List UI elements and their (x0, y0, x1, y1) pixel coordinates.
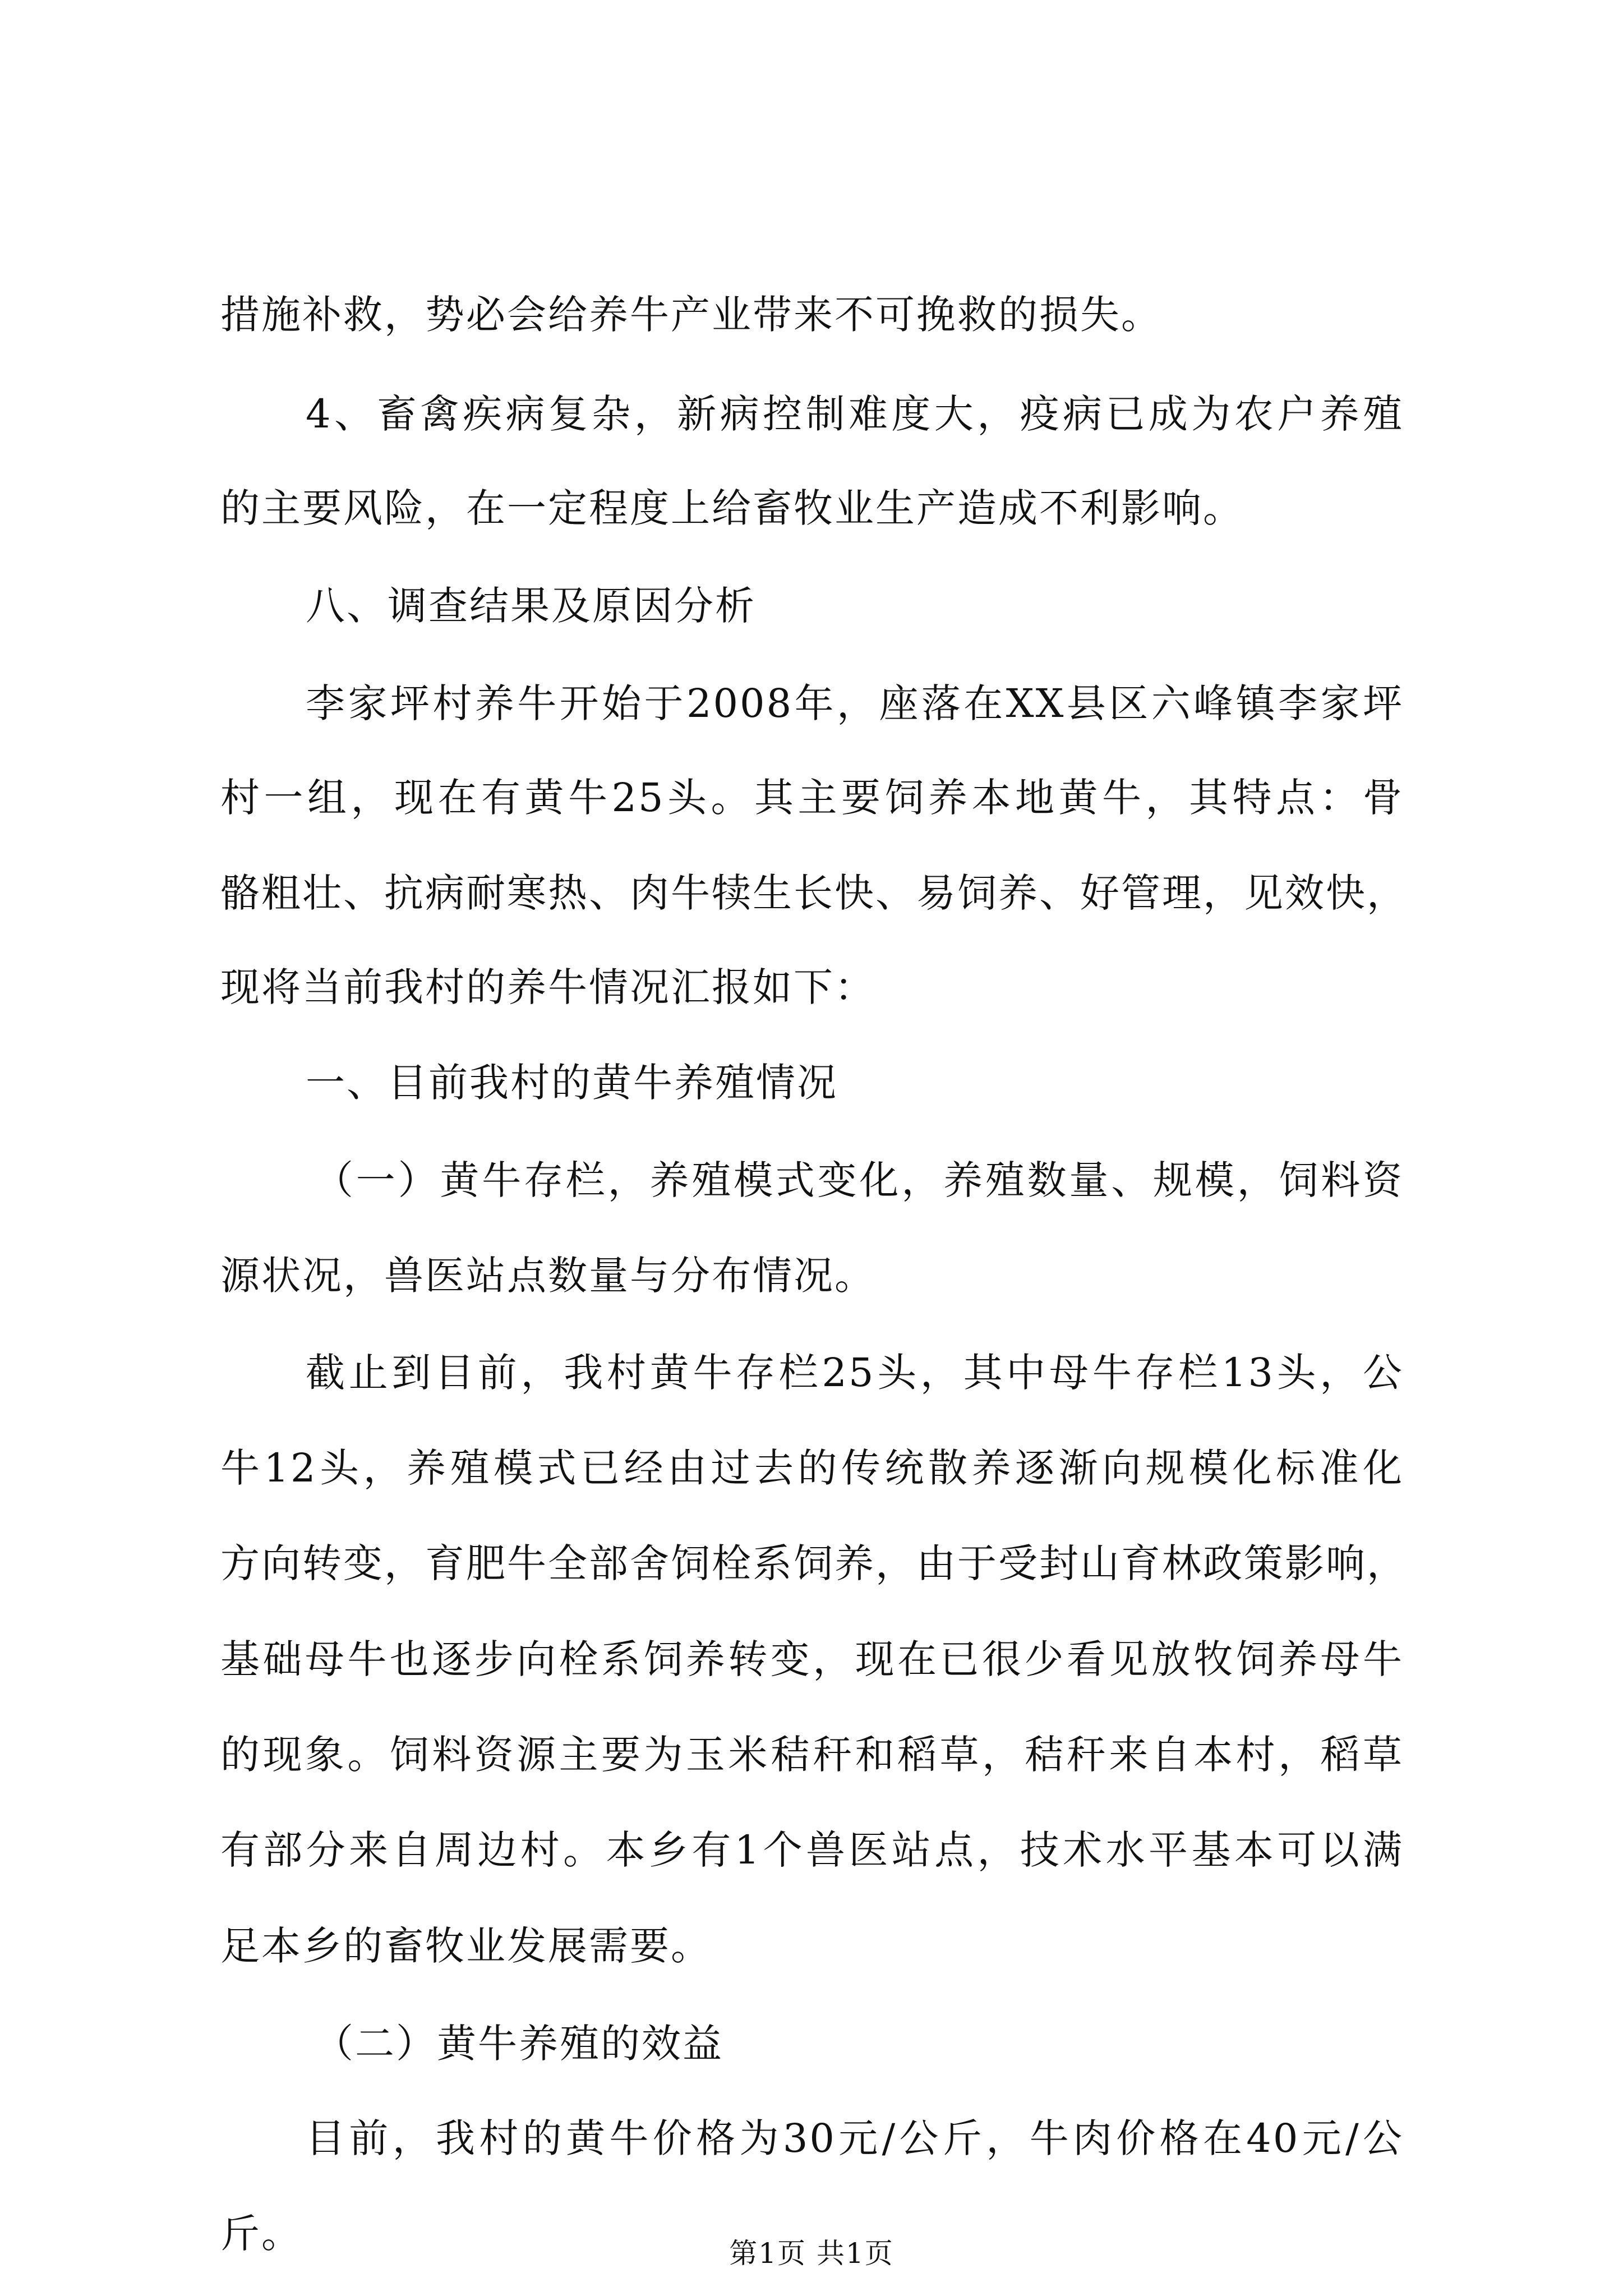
paragraph-line: 截止到目前，我村黄牛存栏25头，其中母牛存栏13头，公 (306, 1350, 1404, 1396)
paragraph-line: 方向转变，育肥牛全部舍饲栓系饲养，由于受封山育林政策影响， (220, 1540, 1408, 1586)
subsection-heading: （一）黄牛存栏，养殖模式变化，养殖数量、规模，饲料资 (314, 1157, 1404, 1203)
paragraph-line: 措施补救，势必会给养牛产业带来不可挽救的损失。 (220, 292, 1162, 338)
subsection-heading: （二）黄牛养殖的效益 (314, 2021, 723, 2067)
paragraph-line: 的主要风险，在一定程度上给畜牧业生产造成不利影响。 (220, 485, 1244, 531)
paragraph-line: 李家坪村养牛开始于2008年，座落在XX县区六峰镇李家坪 (306, 680, 1404, 726)
paragraph-line: 足本乡的畜牧业发展需要。 (220, 1923, 712, 1969)
paragraph-line: 源状况，兽医站点数量与分布情况。 (220, 1253, 875, 1299)
paragraph-line: 4、畜禽疾病复杂，新病控制难度大，疫病已成为农户养殖 (306, 391, 1404, 437)
section-heading: 一、目前我村的黄牛养殖情况 (306, 1060, 838, 1106)
section-heading: 八、调查结果及原因分析 (306, 583, 756, 629)
paragraph-line: 牛12头，养殖模式已经由过去的传统散养逐渐向规模化标准化 (220, 1445, 1404, 1491)
paragraph-line: 的现象。饲料资源主要为玉米秸秆和稻草，秸秆来自本村，稻草 (220, 1732, 1404, 1778)
paragraph-line: 现将当前我村的养牛情况汇报如下： (220, 964, 875, 1010)
paragraph-line: 目前，我村的黄牛价格为30元/公斤，牛肉价格在40元/公 (306, 2115, 1404, 2161)
paragraph-line: 村一组，现在有黄牛25头。其主要饲养本地黄牛，其特点：骨 (220, 775, 1404, 821)
paragraph-line: 有部分来自周边村。本乡有1个兽医站点，技术水平基本可以满 (220, 1827, 1404, 1873)
paragraph-line: 骼粗壮、抗病耐寒热、肉牛犊生长快、易饲养、好管理，见效快， (220, 870, 1408, 916)
page-footer: 第1页 共1页 (729, 2237, 894, 2270)
paragraph-line: 基础母牛也逐步向栓系饲养转变，现在已很少看见放牧饲养母牛 (220, 1636, 1404, 1682)
paragraph-line: 斤。 (220, 2211, 302, 2257)
